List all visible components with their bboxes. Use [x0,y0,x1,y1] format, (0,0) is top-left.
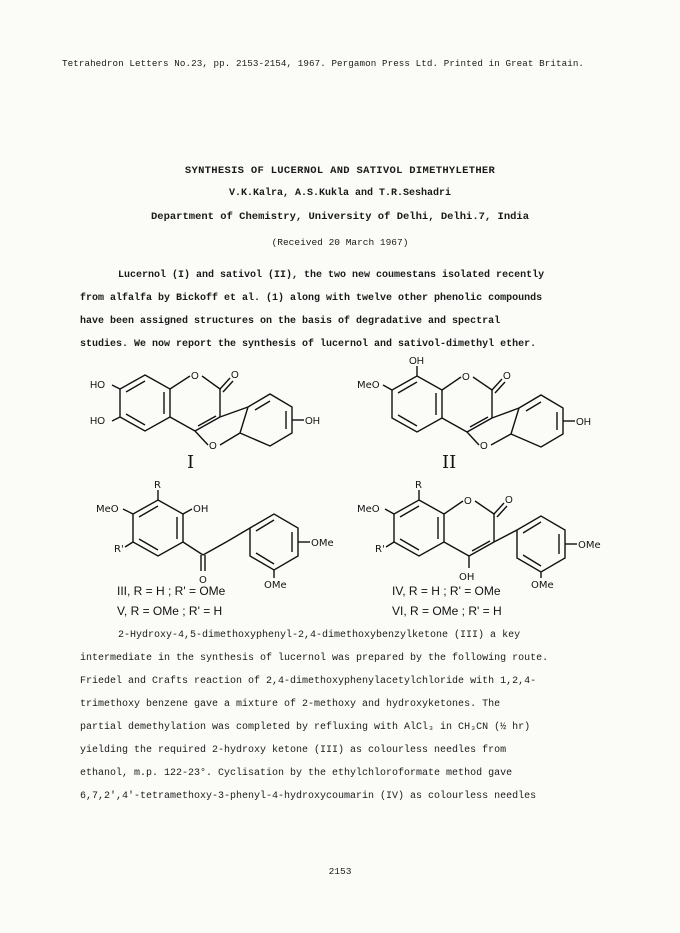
article-title: SYNTHESIS OF LUCERNOL AND SATIVOL DIMETHYLETHER [184,165,496,177]
intro-line: Lucernol (I) and sativol (II), the two new coumestans isolated recently [118,270,545,281]
structure-IV-MeO: MeO [357,504,380,515]
structure-I-carbonyl-O: O [231,370,239,381]
structure-II-numeral: II [442,452,457,473]
structure-IV-ring-O: O [464,496,472,507]
structure-II-furan-O: O [480,441,488,452]
structure-III-Rp: R' [114,544,124,555]
structure-I-ring-O: O [191,371,199,382]
structure-III-R: R [154,480,161,491]
structure-I-HO-bottom: HO [90,416,105,427]
body-line: yielding the required 2-hydroxy ketone (III) as colourless needles from [80,745,507,756]
body-line: intermediate in the synthesis of lucernol was prepared by the following route. [80,653,549,664]
body-line: trimethoxy benzene gave a mixture of 2-methoxy and hydroxyketones. The [80,699,501,710]
structure-I-HO-top: HO [90,380,105,391]
body-line: partial demethylation was completed by refluxing with AlCl₃ in CH₃CN (½ hr) [80,722,531,733]
structure-III-OH: OH [193,504,209,515]
intro-paragraph [80,264,615,356]
structure-VI-label: VI, R = OMe ; R' = H [392,604,502,618]
structure-III-ketone-O: O [199,575,207,586]
structure-III-OMe-right: OMe [311,538,334,549]
structure-III-OMe-bottom: OMe [264,580,287,588]
structure-V-label: V, R = OMe ; R' = H [117,604,223,618]
structure-III-V [88,478,348,588]
structure-III-label: III, R = H ; R' = OMe [117,584,226,598]
body-line: Friedel and Crafts reaction of 2,4-dimethoxyphenylacetylchloride with 1,2,4- [80,676,537,687]
structure-I [90,360,340,470]
structure-IV-OH: OH [459,572,475,583]
intro-line: have been assigned structures on the basis of degradative and spectral [80,316,501,327]
article-authors: V.K.Kalra, A.S.Kukla and T.R.Seshadri [228,188,452,199]
structure-IV-label: IV, R = H ; R' = OMe [392,584,501,598]
body-line: 2-Hydroxy-4,5-dimethoxyphenyl-2,4-dimethoxybenzylketone (III) a key [118,630,521,641]
structure-I-bonds [112,375,304,446]
body-line: ethanol, m.p. 122-23°. Cyclisation by the ethylchloroformate method gave [80,768,513,779]
structure-II-carbonyl-O: O [503,371,511,382]
structure-IV-OMe-bottom: OMe [531,580,554,588]
structure-IV-VI [355,478,625,588]
received-date: (Received 20 March 1967) [271,237,409,248]
structure-III-V-bonds [123,490,310,578]
page-number: 2153 [328,866,352,877]
structure-IV-R: R [415,480,422,491]
article-affiliation: Department of Chemistry, University of Delhi, Delhi.7, India [150,211,530,223]
structure-IV-VI-bonds [385,490,577,578]
structure-III-MeO: MeO [96,504,119,515]
structure-II-ring-O: O [462,372,470,383]
intro-line: from alfalfa by Bickoff et al. (1) along with twelve other phenolic compounds [80,293,543,304]
structure-II-OH: OH [576,417,591,428]
structure-II-bonds [383,366,575,447]
structure-I-numeral: I [187,452,195,473]
structure-IV-OMe-right: OMe [578,540,601,551]
structure-II-MeO: MeO [357,380,380,391]
structure-IV-Rp: R' [375,544,385,555]
body-paragraph [80,624,615,808]
intro-line: studies. We now report the synthesis of lucernol and sativol-dimethyl ether. [80,339,537,350]
structure-I-furan-O: O [209,441,217,452]
structure-II-OH-top: OH [409,356,424,367]
journal-header: Tetrahedron Letters No.23, pp. 2153-2154, 1967. Pergamon Press Ltd. Printed in Great Britain. [62,58,585,69]
structure-IV-carbonyl-O: O [505,495,513,506]
body-line: 6,7,2',4'-tetramethoxy-3-phenyl-4-hydroxycoumarin (IV) as colourless needles [80,791,537,802]
structure-I-OH: OH [305,416,320,427]
structure-II [355,352,615,464]
